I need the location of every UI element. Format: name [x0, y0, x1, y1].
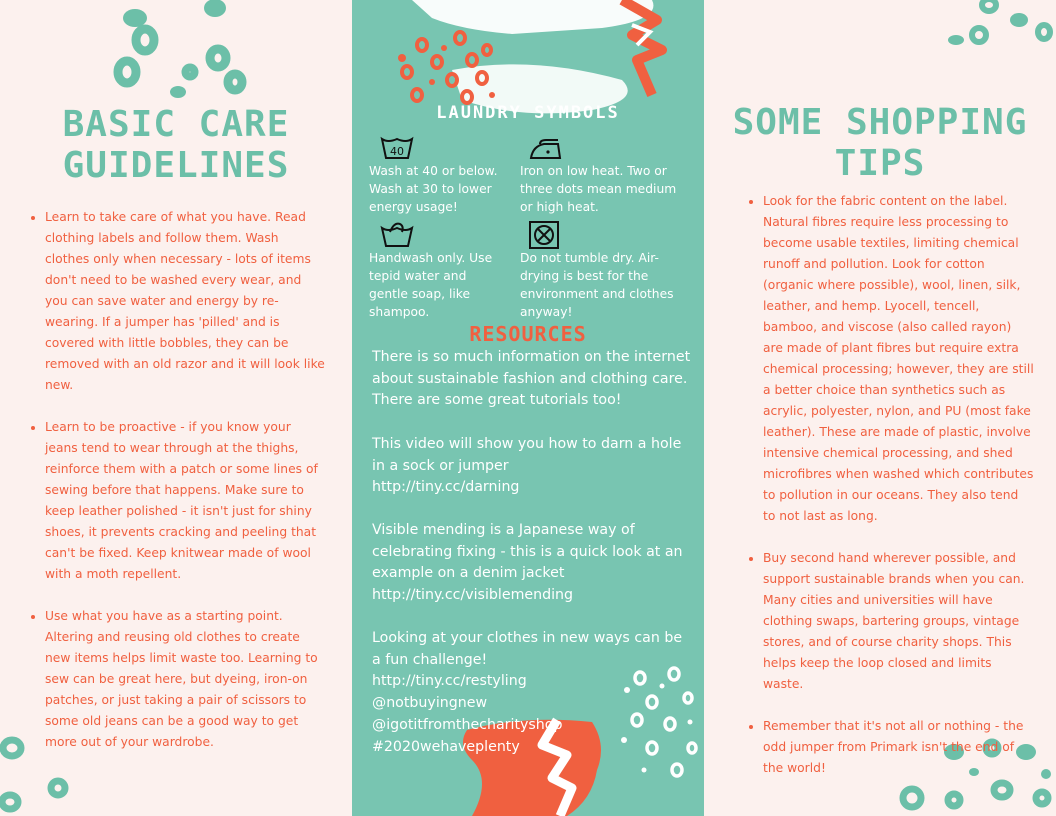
wash-40-icon [380, 136, 414, 160]
basic-care-panel [0, 0, 352, 816]
shopping-tips-title [704, 102, 1056, 184]
list-item: Remember that it's not all or nothing - the odd jumper from Primark isn't the end of the world! [749, 716, 1034, 779]
handle-igotitfromthecharityshop[interactable]: @igotitfromthecharityshop [372, 716, 563, 733]
handwash-text: Handwash only. Use tepid water and gentle soap, like shampoo. [369, 251, 493, 319]
mending-link[interactable]: http://tiny.cc/visiblemending [372, 587, 574, 604]
do-not-tumble-dry-icon [528, 220, 560, 250]
list-item: Learn to be proactive - if you know your jeans tend to wear through at the thighs, reinforce them with a patch or some lines of sewing before that happens. Make sure to keep leather polished - it isn't just for shiny shoes, it prevents cracking and peeling that can't be fixed. Keep knitwear made of wool with a moth repellent. [31, 417, 326, 585]
darning-text: This video will show you how to darn a hole in a sock or jumper [372, 436, 682, 474]
restyle-block [372, 628, 692, 758]
darning-block [372, 434, 692, 499]
shopping-tips-title-line2: TIPS [834, 143, 926, 184]
mending-block [372, 520, 692, 607]
wash-40-text: Wash at 40 or below. Wash at 30 to lower energy usage! [369, 164, 498, 214]
do-not-tumble-dry-text: Do not tumble dry. Air-drying is best for the environment and clothes anyway! [520, 251, 674, 319]
iron-low-heat-text: Iron on low heat. Two or three dots mean medium or high heat. [520, 164, 677, 214]
handle-notbuyingnew[interactable]: @notbuyingnew [372, 695, 488, 712]
laundry-symbols-title: LAUNDRY SYMBOLS [436, 103, 620, 123]
handwash-icon [380, 220, 414, 248]
basic-care-list [31, 207, 326, 774]
hashtag-2020wehaveplenty[interactable]: #2020wehaveplenty [372, 738, 520, 755]
mending-text: Visible mending is a Japanese way of celebrating fixing - this is a quick look at an example on a denim jacket [372, 522, 683, 582]
wash-temperature-label: 40 [390, 145, 404, 158]
list-item: Use what you have as a starting point. Altering and reusing old clothes to create new items helps limit waste too. Learning to sew can be great here, but dyeing, iron-on patches, or just taking a pair of scissors to some old jeans can be a good way to get more out of your wardrobe. [31, 606, 326, 753]
basic-care-title-line2: GUIDELINES [62, 145, 290, 186]
resources-title: RESOURCES [469, 322, 587, 346]
restyle-link[interactable]: http://tiny.cc/restyling [372, 673, 527, 690]
list-item: Learn to take care of what you have. Read clothing labels and follow them. Wash clothes only when necessary - lots of items don't need to be washed every wear, and you can save water and energy by re-wearing. If a jumper has 'pilled' and is covered with little bobbles, they can be removed with an old razor and it will look like new. [31, 207, 326, 396]
teal-dots-decoration-bottom [0, 730, 80, 816]
list-item: Buy second hand wherever possible, and support sustainable brands when you can. Many cities and universities will have clothing swaps, bartering groups, vintage stores, and of course charity shops. This helps keep the loop closed and limits waste. [749, 548, 1034, 695]
list-item: Look for the fabric content on the label. Natural fibres require less processing to become usable textiles, limiting chemical runoff and pollution. Look for cotton (organic where possible), wool, linen, silk, leather, and hemp. Lyocell, tencell, bamboo, and viscose (also called rayon) are made of plant fibres but require extra chemical processing; however, they are still a better choice than synthetics such as acrylic, polyester, nylon, and PU (most fake leather). These are made of plastic, involve intensive chemical processing, and shed microfibres when washed which contributes to pollution in our oceans. They also tend to not last as long. [749, 191, 1034, 527]
basic-care-title-line1: BASIC CARE [62, 104, 290, 145]
brush-stroke-decoration-top [352, 0, 704, 120]
restyle-text: Looking at your clothes in new ways can be a fun challenge! [372, 630, 683, 668]
shopping-tips-title-line1: SOME SHOPPING [732, 102, 1028, 143]
resources-panel [352, 0, 704, 816]
basic-care-title [0, 104, 352, 186]
shopping-tips-list [749, 191, 1034, 800]
teal-dots-decoration-top [60, 0, 260, 100]
darning-link[interactable]: http://tiny.cc/darning [372, 479, 520, 496]
teal-dots-decoration-top [934, 0, 1056, 60]
iron-low-heat-icon [528, 138, 562, 160]
resources-intro: There is so much information on the internet about sustainable fashion and clothing care. There are some great tutorials too! [372, 349, 691, 409]
